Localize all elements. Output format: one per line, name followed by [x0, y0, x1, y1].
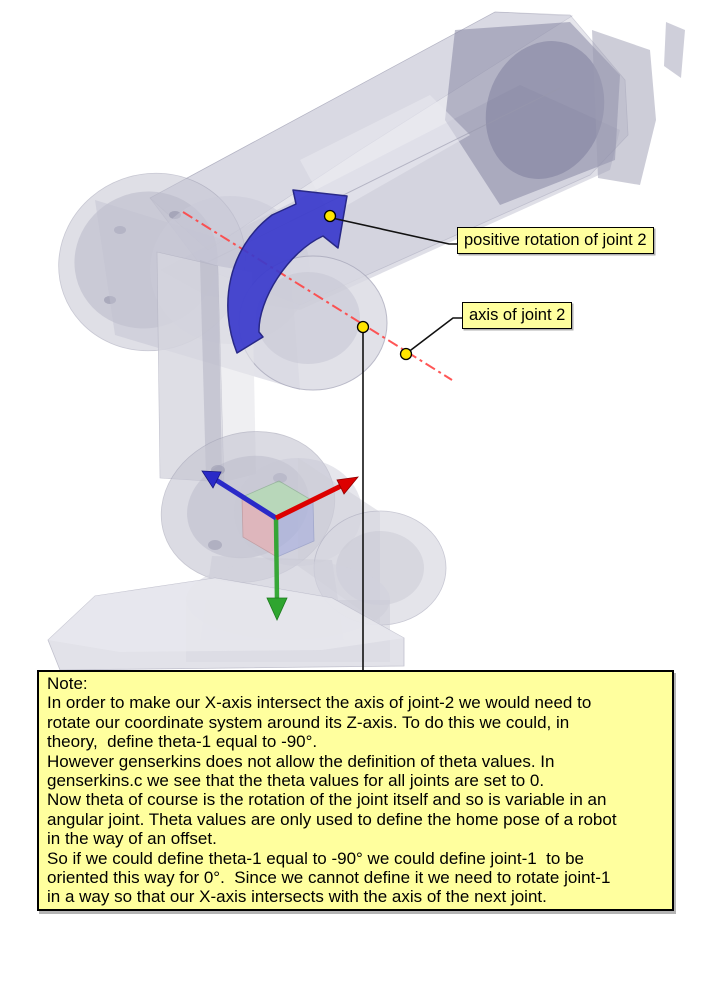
upper-arm-end-sliver — [664, 22, 685, 78]
axis-callout-line — [407, 318, 462, 353]
note-line: So if we could define theta-1 equal to -90° we could define joint-1 to be — [47, 848, 584, 868]
label-positive-rotation-of-joint-2: positive rotation of joint 2 — [457, 227, 654, 254]
upper-arm-end-cap — [592, 30, 656, 185]
note-line: in a way so that our X-axis intersects with the axis of the next joint. — [47, 887, 547, 907]
note-box — [37, 670, 674, 911]
rotation-marker-dot — [325, 211, 336, 222]
label-axis-of-joint-2: axis of joint 2 — [462, 302, 572, 329]
axis-marker-dot-2 — [401, 349, 412, 360]
note-line: theory, define theta-1 equal to -90°. — [47, 732, 318, 752]
note-line: angular joint. Theta values are only used to define the home pose of a robot — [47, 809, 617, 829]
axis-marker-dot — [358, 322, 369, 333]
robot-arm-render — [34, 12, 685, 670]
note-line: genserkins.c we see that the theta values for all joints are set to 0. — [47, 771, 545, 791]
note-line: Note: — [47, 674, 88, 693]
note-line: in the way of an offset. — [47, 829, 217, 849]
note-line: Now theta of course is the rotation of the joint itself and so is variable in an — [47, 790, 607, 810]
note-line: rotate our coordinate system around its Z-axis. To do this we could, in — [47, 712, 570, 732]
note-line: In order to make our X-axis intersect the axis of joint-2 we would need to — [47, 693, 592, 713]
bolt-mark — [208, 540, 222, 550]
note-line: oriented this way for 0°. Since we cannot define it we need to rotate joint-1 — [47, 868, 611, 888]
y-axis-arrow — [276, 518, 277, 602]
note-line: However genserkins does not allow the definition of theta values. In — [47, 751, 555, 771]
